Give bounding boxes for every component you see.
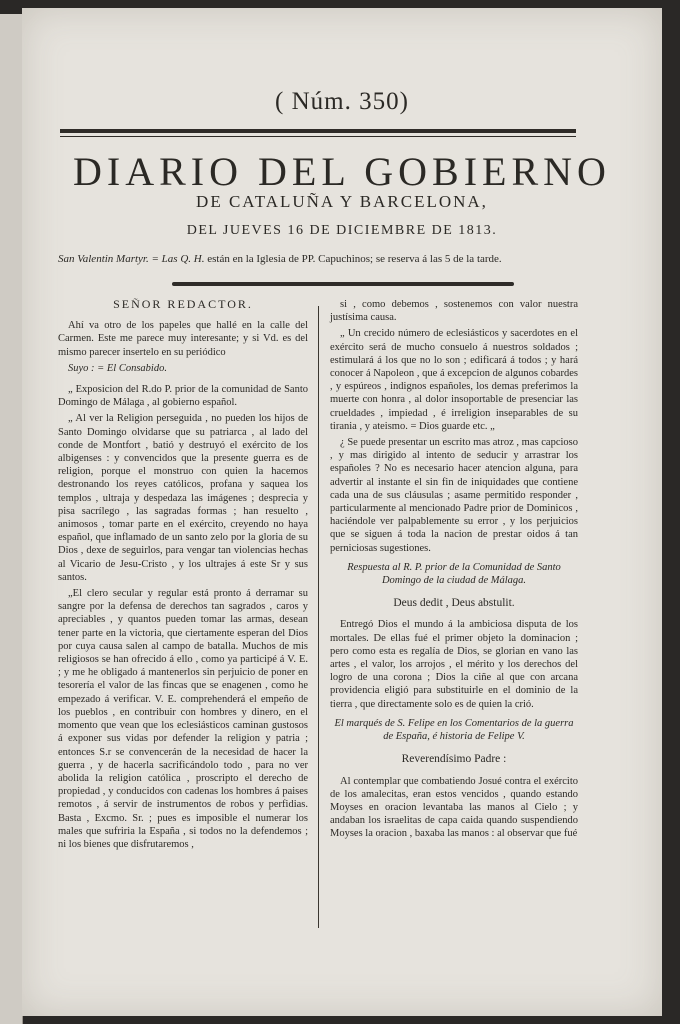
- ornamental-divider: [172, 282, 514, 286]
- letter-intro: Ahí va otro de los papeles que hallé en la calle del Carmen. Este me parece muy interesante; y si Vd. es del mismo parecer insertelo en su periódico: [58, 320, 308, 358]
- newspaper-subtitle: DE CATALUÑA Y BARCELONA,: [196, 192, 488, 211]
- paragraph: „ Un crecido número de eclesiásticos y sacerdotes en el exército será de mucho consuelo á nuestros soldados ; estimulará á los que no lo son ; edificará á todos ; y hará conocer á Napoleon , que á excepcion de algunos cobardes , y espúreos , indignos españoles, los demas preferimos la muerte con honra , al dolor insoportable de presenciar las crueldades , impiedad , é irreligion inseparables de su tirania , y ateismo. = Dios guarde etc. „: [330, 328, 578, 432]
- column-rule: [318, 306, 319, 928]
- issue-number: ( Núm. 350): [275, 88, 409, 115]
- paragraph: „El clero secular y regular está pronto á derramar su sangre por la defensa de derechos tan sagrados , caros y apreciables , y quantos pueden tomar las armas, desean tener parte en la victoria, que ciertamente esperan del Dios por cuya causa salen al campo de batalla. Muchos de mis religiosos se han ofrecido á ello , como ya participé á V. E. ; y me he obligado á mantenerlos sin perjuicio de poner en tesorería el valor de las fincas que se enagenen , como he empezado á verificar. V. E. comprehenderá el empeño de los pueblos , en contribuir con hombres y dinero, en el momento que vean que los eclesiásticos caminan gustosos á exponer sus vidas por defender la religion y patria ; entonces S.r se convencerán de la necesidad de hacer la guerra , y de hacerla sacrificándolo todo , para no ver abolida la religion católica , proscripto el derecho de propiedad , y conducidos con cadenas los hombres á paises remotos , á servir de instrumentos de robos y perfidias. Basta , Excmo. Sr. ; pues es imposible el numerar los males que sufriria la España , si todos no la defendemos ; ni los bienes que disfrutaremos ,: [58, 588, 308, 850]
- salutation: Reverendísimo Padre :: [401, 753, 507, 766]
- paragraph: „ Al ver la Religion perseguida , no pueden los hijos de Santo Domingo olvidarse que su patriarca , al lado del conde de Montfort , batió y destruyó el exército de los albigenses : y convencidos que la presente guerra es de religion, porque el monstruo con quien la hacemos destronando los reyes católicos, profana y saquea los templos , ultraja y despedaza las imágenes ; desprecia y pisa sacrílego , las sagradas formas ; han resuelto , animosos , tomar parte en el exército, creyendo no haya español, que inflamado de un santo zelo por la gloria de su Dios , dexe de seguirlos, para vengar tan violencias hechas al Vicario de Jesu-Cristo , y los ultrajes á este Sr y sus santos.: [58, 413, 308, 583]
- source-caption: El marqués de S. Felipe en los Comentarios de la guerra de España, é historia de Felipe V.: [334, 717, 574, 743]
- response-caption: Respuesta al R. P. prior de la Comunidad de Santo Domingo de la ciudad de Málaga.: [347, 561, 561, 587]
- paragraph: Entregó Dios el mundo á la ambiciosa disputa de los mortales. De ellas fué el primer objeto la dominacion ; pero como esta es regalía de Dios, se glorian en vano las artes , el valor, los arrojos , el mérito y los derechos del logro de una corona ; Dios la ciñe al que con arcana providencia eligió para substituirle en el dominio de la tierra , que directamente solo es de quien la crió.: [330, 619, 578, 710]
- right-column: [330, 298, 578, 844]
- paragraph: ¿ Se puede presentar un escrito mas atroz , mas capcioso , y mas dirigido al intento de seducir y arrastrar los españoles ? No es necesario hacer atencion alguna, para advertir al instante el sin fin de iniquidades que contiene cada una de sus cláusulas ; asame permitido responder , particularmente al mencionado Padre prior de Dominicos , haciéndole ver palpablemente su error , y los perjuicios que se siguen á toda la nacion de prestar oidos á tan perniciosas sugestiones.: [330, 437, 578, 554]
- saint-notice: [58, 253, 583, 266]
- dateline: DEL JUEVES 16 DE DICIEMBRE DE 1813.: [186, 223, 498, 238]
- book-left-edge: [0, 14, 23, 1024]
- letter-signature: Suyo : = El Consabido.: [68, 362, 167, 374]
- newspaper-page: [22, 8, 662, 1016]
- letter-heading: SEÑOR REDACTOR.: [113, 297, 253, 311]
- saint-notice-text: están en la Iglesia de PP. Capuchinos; se reserva á las 5 de la tarde.: [204, 253, 502, 265]
- header-rule-top: [60, 129, 576, 133]
- paragraph: „ Exposicion del R.do P. prior de la comunidad de Santo Domingo de Málaga , al gobierno español.: [58, 384, 308, 409]
- paragraph: Al contemplar que combatiendo Josué contra el exército de los amalecitas, eran estos vencidos , quando estando Moyses en oracion levantaba las manos al Cielo ; y andaban los israelitas de capa caida quando suspendiendo Moyses la oracion , baxaba las manos : al observar que fué: [330, 775, 578, 840]
- saint-name: San Valentin Martyr. = Las Q. H.: [58, 253, 205, 265]
- paragraph: si , como debemos , sostenemos con valor nuestra justísima causa.: [330, 299, 578, 324]
- newspaper-title: DIARIO DEL GOBIERNO: [73, 149, 611, 194]
- left-column: [58, 298, 308, 854]
- header-rule-top-thin: [60, 136, 576, 137]
- motto: Deus dedit , Deus abstulit.: [393, 597, 515, 610]
